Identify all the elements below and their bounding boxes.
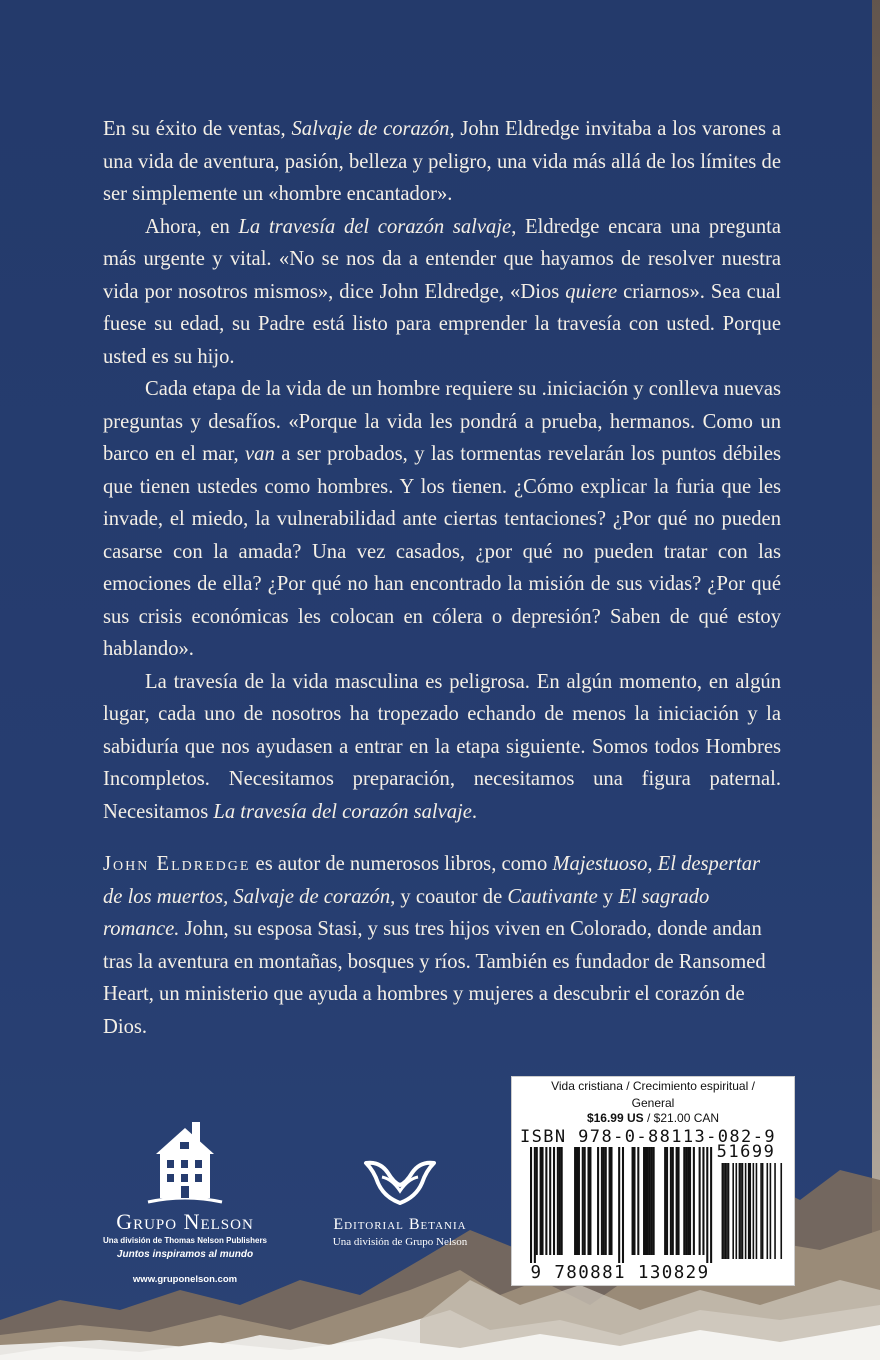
barcode-bar: [610, 1147, 612, 1255]
barcode-bar: [597, 1147, 599, 1255]
barcode-bar: [693, 1147, 695, 1255]
barcode-bar: [553, 1147, 555, 1255]
author-bio-paragraph: [103, 848, 781, 1043]
barcode-bar: [559, 1147, 561, 1255]
barcode-bar: [670, 1147, 672, 1255]
editorial-betania-subtitle: Una división de Grupo Nelson: [332, 1236, 468, 1248]
barcode-bar: [540, 1147, 542, 1255]
barcode-bar: [762, 1163, 764, 1259]
bio-text: John, su esposa Stasi, y sus tres hijos viven en Colorado, donde andan tras la aventura en montañas, bosques y ríos. También es fundador de Ransomed Heart, un ministerio que ayuda a hombres y mujeres a descubrir el corazón de Dios.: [103, 918, 766, 1038]
barcode-bar: [722, 1163, 724, 1259]
barcode-bar: [618, 1147, 620, 1263]
barcode-bar: [749, 1163, 751, 1259]
grupo-nelson-name: Grupo Nelson: [116, 1209, 254, 1234]
ean-number: 9 780881 130829: [530, 1263, 710, 1283]
barcode-bar: [584, 1147, 586, 1255]
dove-icon: [360, 1157, 440, 1209]
barcode-bar: [774, 1163, 776, 1259]
blurb-text: Cada etapa de la vida de un hombre requiere su .iniciación y conlleva nuevas preguntas y desafíos. «Porque la vida les pondrá a prueba, hermanos. Como un barco en el mar,: [103, 378, 781, 465]
barcode-bar: [767, 1163, 769, 1259]
barcode-bar: [578, 1147, 580, 1255]
grupo-nelson-slogan: Juntos inspiramos al mundo: [116, 1249, 254, 1260]
barcode-bar: [561, 1147, 563, 1255]
house-icon: [140, 1118, 230, 1204]
blurb-text: .: [471, 800, 478, 823]
barcode-bar: [576, 1147, 578, 1255]
barcode-bar: [666, 1147, 668, 1255]
category-line-2: General: [631, 1096, 675, 1110]
bio-text: es autor de numerosos libros, como: [250, 853, 553, 875]
blurb-paragraph-4: [103, 666, 781, 829]
barcode-bar: [728, 1163, 730, 1259]
barcode-bar: [736, 1163, 738, 1259]
barcode-bar: [557, 1147, 559, 1255]
barcode-bar: [605, 1147, 607, 1255]
barcode-bar: [664, 1147, 666, 1255]
barcode-bar: [683, 1147, 685, 1255]
price-us: $16.99 US: [586, 1111, 644, 1125]
barcode-bar: [603, 1147, 605, 1255]
ean-bars: [530, 1147, 712, 1263]
barcode-graphic: [522, 1143, 784, 1283]
barcode-bar: [780, 1163, 782, 1259]
barcode-bar: [723, 1163, 725, 1259]
barcode-bar: [726, 1163, 728, 1259]
book-title-cautivante: Cautivante: [507, 885, 598, 908]
blurb-text: criarnos». Sea cual fuese su edad, su Padre está listo para emprender la travesía con usted. Porque usted es su hijo.: [103, 280, 781, 368]
blurb-paragraph-1: [103, 113, 781, 211]
blurb-text: , Eldredge encara una pregunta más urgente y vital. «No se nos da a entender que hayamos de resolver nuestra vida por nosotros mismos», dice John Eldredge, «Dios: [103, 215, 781, 303]
barcode-bar: [710, 1147, 712, 1263]
emphasis-van: van: [245, 443, 275, 465]
barcode-bar: [530, 1147, 532, 1263]
isbn-text: ISBN 978-0-88113-082-9: [520, 1127, 776, 1147]
book-title-travesia: La travesía del corazón salvaje: [213, 800, 472, 823]
barcode-bar: [676, 1147, 678, 1255]
grupo-nelson-subtitle: Una división de Thomas Nelson Publishers: [102, 1236, 268, 1245]
emphasis-quiere: quiere: [565, 280, 618, 303]
blurb-text: En su éxito de ventas,: [103, 118, 292, 140]
book-title-travesia: La travesía del corazón salvaje: [238, 215, 512, 238]
category-line-1: Vida cristiana / Crecimiento espiritual /: [551, 1079, 755, 1093]
bio-text: y: [597, 885, 619, 908]
price-can: $21.00 CAN: [653, 1111, 720, 1125]
blurb-paragraph-2: [103, 211, 781, 374]
blurb-text: Ahora, en: [145, 215, 239, 238]
barcode-bar: [633, 1147, 635, 1255]
addon-number: 51699: [716, 1143, 776, 1162]
barcode-bar: [541, 1147, 543, 1255]
barcode-bar: [687, 1147, 689, 1255]
price-separator: /: [643, 1111, 654, 1125]
price-line: [512, 1111, 794, 1126]
barcode-bar: [574, 1147, 576, 1255]
barcode-label: [511, 1076, 795, 1286]
barcode-bar: [609, 1147, 611, 1255]
barcode-bar: [739, 1163, 741, 1259]
barcode-bar: [740, 1163, 742, 1259]
barcode-bar: [647, 1147, 649, 1255]
author-name: John Eldredge: [103, 853, 251, 875]
barcode-bar: [732, 1163, 734, 1259]
barcode-bar: [622, 1147, 624, 1263]
blurb-text: , John Eldredge invitaba a los varones a una vida de aventura, pasión, belleza y peligro, una vida más allá de los límites de ser simplemente un «hombre encantador».: [103, 118, 781, 205]
barcode-bar: [645, 1147, 647, 1255]
author-bio: [103, 848, 781, 1043]
blurb-text: a ser probados, y las tormentas revelarán los puntos débiles que tienen ustedes como hombres. Y los tienen. ¿Cómo explicar la furia que les invade, el miedo, la vulnerabilidad ante ciertas tentaciones? ¿Por qué no pueden casarse con la amada? Una vez casados, ¿por qué no pueden tratar con las emociones de ella? ¿Por qué no han encontrado la misión de sus vidas? ¿Por qué sus crisis económicas les colocan en cólera o depresión? Saben de qué estoy hablando».: [103, 443, 782, 660]
barcode-bar: [653, 1147, 655, 1255]
book-title-sagrado-romance: El sagrado romance.: [103, 885, 710, 940]
blurb-text: La travesía de la vida masculina es peligrosa. En algún momento, en algún lugar, cada uno de nosotros ha tropezado echando de menos la iniciación y la sabiduría que nos ayudasen a entrar en la etapa siguiente. Somos todos Hombres Incompletos. Necesitamos preparación, necesitamos una figura paternal. Necesitamos: [103, 670, 781, 823]
barcode-bar: [699, 1147, 701, 1255]
book-titles: Majestuoso, El despertar de los muertos, Salvaje de corazón,: [103, 853, 761, 908]
book-title-salvaje: Salvaje de corazón: [291, 118, 450, 140]
barcode-bar: [702, 1147, 704, 1255]
bio-text: y coautor de: [395, 885, 508, 908]
barcode-bar: [649, 1147, 651, 1255]
barcode-bar: [760, 1163, 762, 1259]
barcode-bar: [753, 1163, 755, 1259]
back-cover-blurb: [103, 113, 781, 828]
blurb-paragraph-3: [103, 373, 781, 666]
barcode-bar: [549, 1147, 551, 1255]
barcode-bar: [589, 1147, 591, 1255]
barcode-bar: [637, 1147, 639, 1255]
grupo-nelson-url: www.gruponelson.com: [132, 1274, 238, 1285]
barcode-bar: [756, 1163, 758, 1259]
barcode-bar: [587, 1147, 589, 1255]
barcode-bar: [678, 1147, 680, 1255]
barcode-bar: [582, 1147, 584, 1255]
editorial-betania-name: Editorial Betania: [333, 1216, 467, 1233]
barcode-bar: [536, 1147, 538, 1255]
barcode-bar: [742, 1163, 744, 1259]
barcode-bar: [685, 1147, 687, 1255]
barcode-bar: [725, 1163, 727, 1259]
barcode-bar: [601, 1147, 603, 1255]
editorial-betania-logo: [310, 1157, 490, 1248]
barcode-bar: [770, 1163, 772, 1259]
barcode-bar: [689, 1147, 691, 1255]
barcode-bar: [745, 1163, 747, 1259]
barcode-bar: [706, 1147, 708, 1263]
barcode-bar: [632, 1147, 634, 1255]
addon-bars: [722, 1163, 783, 1259]
barcode-bar: [545, 1147, 547, 1255]
barcode-bar: [534, 1147, 536, 1263]
grupo-nelson-logo: [100, 1118, 270, 1285]
barcode-bar: [748, 1163, 750, 1259]
barcode-bar: [643, 1147, 645, 1255]
barcode-bar: [651, 1147, 653, 1255]
barcode-bar: [672, 1147, 674, 1255]
